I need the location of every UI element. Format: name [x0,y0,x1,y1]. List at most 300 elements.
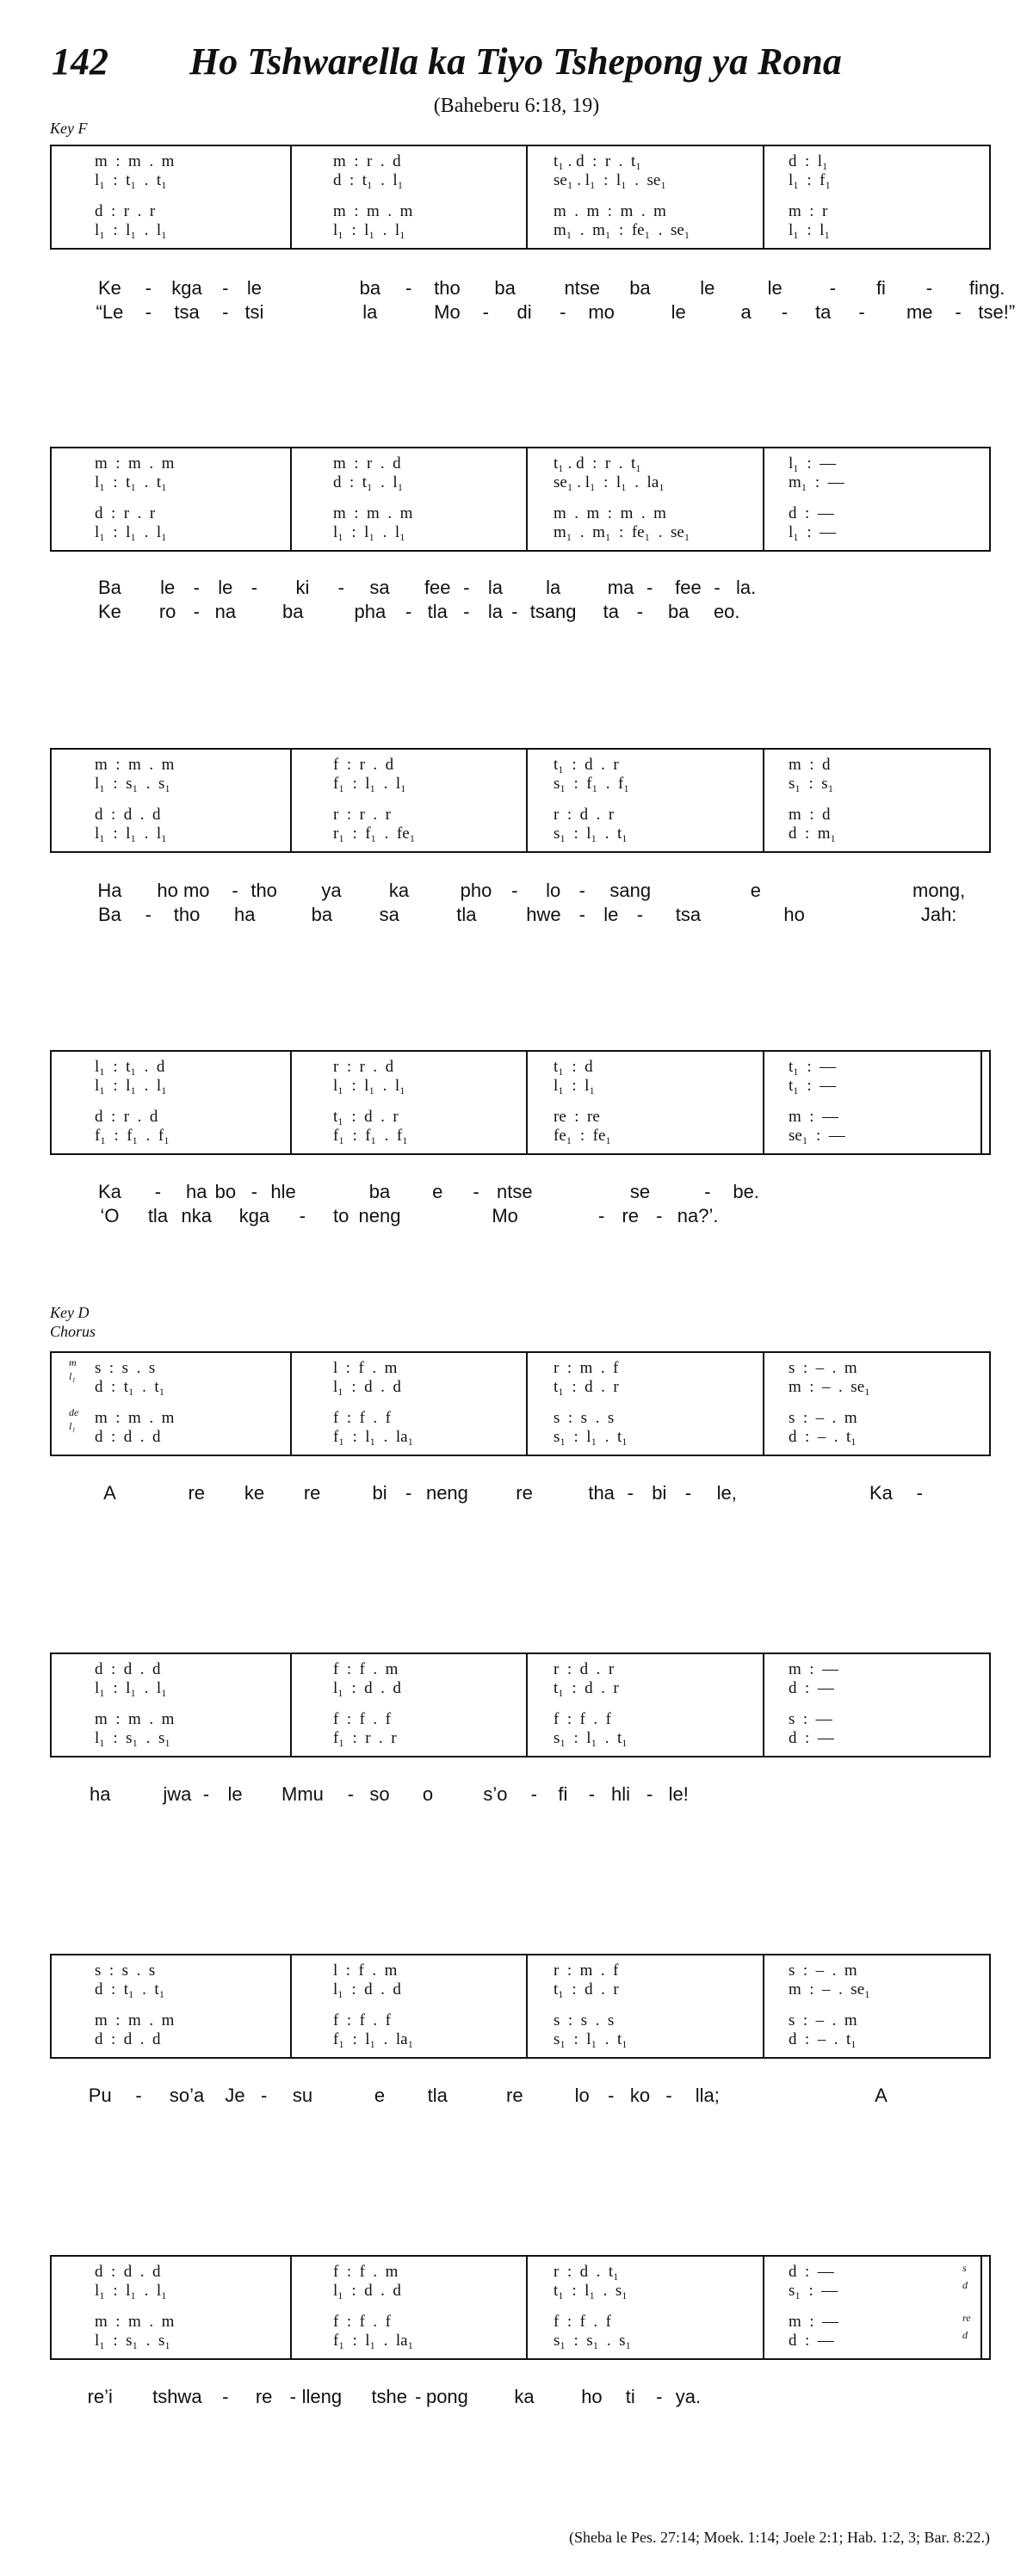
lyric-syllable: ba [359,277,381,299]
measure-notes [554,755,745,775]
lyric-syllable: tla [147,1205,169,1226]
solfa-notes: d : t₁ . l₁ [333,473,404,491]
measure-notes [554,1358,745,1379]
solfa-notes: l₁ : l₁ . l₁ [95,825,167,843]
measure-notes [95,2312,256,2332]
voice-row [52,2262,989,2283]
lyric-syllable: la [487,577,503,598]
measure-notes [95,774,256,794]
measure-notes [789,774,972,794]
measure-notes [95,522,256,543]
lyric-syllable: tse!” [978,301,1016,323]
solfa-notes: s₁ : l₁ . t₁ [554,2030,628,2048]
solfa-notes: m₁ . m₁ : fe₁ . se₁ [554,221,690,239]
lyric-syllable: - [560,301,566,323]
lyric-syllable: tla [427,601,448,622]
lyric-syllable: - [656,2386,663,2407]
measure-notes [554,1107,745,1127]
lyric-syllable: ba [629,277,651,299]
staff-system [50,1652,991,1757]
lyric-syllable: tsa [174,301,200,323]
lyric-syllable: - [646,577,653,598]
measure-notes [789,1126,972,1146]
measure-notes [554,1709,745,1730]
lyric-syllable: ha [89,1783,111,1805]
measure-notes [789,220,972,241]
dacapo-side-label: d [962,2329,968,2341]
solfa-notes: m : m . m [95,2313,175,2331]
lyric-syllable: mo [588,301,615,323]
measure-notes [789,1709,972,1730]
lyric-syllable: - [222,301,229,323]
voice-row [52,1107,989,1127]
solfa-notes: d : t₁ . t₁ [95,1378,165,1396]
measure-notes [789,1427,972,1448]
solfa-notes: l₁ : l₁ . l₁ [95,2282,167,2300]
measure-notes [789,1076,972,1096]
lyric-syllable: - [608,2085,615,2106]
measure-notes [95,1358,256,1379]
voice-row [52,454,989,474]
solfa-notes: m₁ : — [789,473,844,491]
measure-notes [789,1980,972,2000]
measure-notes [554,1126,745,1146]
solfa-notes: m : m . m [95,2011,175,2029]
measure-notes [789,1659,972,1680]
solfa-notes: s₁ : — [789,2282,838,2300]
staff-system [50,2255,991,2360]
measure-notes [554,2029,745,2050]
measure-notes [789,2331,972,2351]
lyric-syllable: nka [181,1205,212,1226]
measure-notes [789,805,972,825]
lyric-syllable: ntse [497,1181,533,1202]
measure-notes [789,2262,972,2283]
lyric-syllable: - [251,577,258,598]
lyric-syllable: ta [815,301,832,323]
measure-notes [789,503,972,524]
staff-system [50,1954,991,2059]
lyric-syllable: - [405,277,412,299]
measure-notes [333,1377,492,1398]
solfa-notes: d : t₁ . t₁ [95,1980,165,1998]
measure-notes [789,1358,972,1379]
measure-notes [789,1961,972,1981]
lyric-syllable: - [588,1783,596,1805]
lyric-syllable: - [578,904,585,925]
measure-notes [789,1728,972,1749]
solfa-notes: d : – . t₁ [789,2030,857,2048]
solfa-notes: r : r . d [333,1058,394,1076]
lyric-syllable: e [374,2085,386,2106]
lyric-syllable: tho [251,880,277,901]
solfa-notes: m : d [789,806,831,824]
measure-notes [333,805,492,825]
measure-notes [789,1408,972,1429]
lyric-syllable: ti [625,2386,635,2407]
measure-notes [554,522,745,543]
lyric-syllable: la [362,301,378,323]
solfa-notes: r : r . r [333,806,392,824]
voice-row [52,2029,989,2050]
solfa-notes: l₁ : l₁ . l₁ [333,221,405,239]
lyric-syllable: - [511,880,518,901]
voice-row [52,1126,989,1146]
lyric-syllable: Ka [97,1181,121,1202]
lyric-syllable: re [516,1482,533,1504]
lyric-syllable: Ba [97,577,121,598]
lyric-syllable: - [704,1181,711,1202]
voice-row [52,201,989,222]
lyric-syllable: pong [425,2386,468,2407]
measure-notes [789,2281,972,2301]
lyric-syllable: tho [173,904,201,925]
solfa-notes: fe₁ : fe₁ [554,1127,612,1145]
lyric-syllable: le [700,277,715,299]
measure-notes [554,1678,745,1699]
solfa-notes: d : r . d [95,1108,158,1126]
lyric-syllable: - [636,904,644,925]
solfa-notes: l₁ : f₁ [789,171,832,189]
solfa-notes: l₁ : — [789,523,837,541]
measure-notes [95,1107,256,1127]
voice-row [52,1728,989,1749]
solfa-notes: r : m . f [554,1359,619,1377]
dacapo-side-label: re [962,2312,971,2324]
lyric-syllable: - [135,2085,142,2106]
hymn-number: 142 [52,40,108,83]
voice-row [52,1709,989,1730]
measure-notes [333,454,492,474]
lyric-syllable: “Le [96,301,124,323]
measure-notes [554,201,745,222]
measure-notes [95,473,256,493]
lyric-syllable: ro [158,601,176,622]
measure-notes [333,170,492,191]
lyric-syllable: sang [609,880,652,901]
lyric-syllable: sa [369,577,390,598]
voice-row [52,1076,989,1096]
lyric-syllable: - [925,277,933,299]
measure-notes [554,2312,745,2332]
solfa-notes: m : m . m [333,504,413,522]
measure-notes [333,1709,492,1730]
lyric-syllable: so [369,1783,390,1805]
staff-system [50,1050,991,1155]
solfa-notes: t₁ : d . r [554,756,619,774]
voice-row [52,522,989,543]
lyric-line [50,577,991,601]
measure-notes [333,1678,492,1699]
solfa-notes: t₁ : — [789,1077,837,1095]
solfa-notes: t₁ : d . r [554,1378,619,1396]
lyric-syllable: na [214,601,237,622]
voice-side-label: l₁ [69,1420,76,1432]
solfa-notes: d : — [789,2332,834,2350]
voice-row [52,1408,989,1429]
measure-notes [789,170,972,191]
lyric-syllable: tla [456,904,477,925]
solfa-notes: d : m₁ [789,825,837,843]
lyric-syllable: - [530,1783,537,1805]
solfa-notes: d : — [789,2263,834,2281]
voice-row [52,2011,989,2031]
solfa-notes: se₁ . l₁ : l₁ . la₁ [554,473,665,491]
measure-notes [554,2011,745,2031]
scripture-reference: (Baheberu 6:18, 19) [433,95,600,117]
solfa-notes: l₁ : l₁ . l₁ [333,1077,405,1095]
measure-notes [95,220,256,241]
staff-system [50,145,991,250]
lyric-syllable: - [473,1181,479,1202]
measure-notes [554,1377,745,1398]
measure-notes [554,2262,745,2283]
solfa-notes: f : f . f [554,2313,612,2331]
solfa-notes: l₁ : s₁ . s₁ [95,1729,170,1747]
lyric-syllable: hle [270,1181,296,1202]
solfa-notes: r : m . f [554,1961,619,1980]
lyric-syllable: tla [427,2085,448,2106]
measure-notes [554,1408,745,1429]
measure-notes [95,824,256,844]
lyric-syllable: kga [238,1205,270,1226]
solfa-notes: l₁ : l₁ . l₁ [95,1679,167,1697]
lyric-syllable: ho [783,904,805,925]
solfa-notes: s : s . s [95,1359,156,1377]
measure-notes [333,1659,492,1680]
lyric-syllable: be. [733,1181,759,1202]
lyric-syllable: - [627,1482,634,1504]
lyric-syllable: ntse [564,277,601,299]
hymn-title: Ho Tshwarella ka Tiyo Tshepong ya Rona [189,40,842,83]
lyric-syllable: - [222,2386,229,2407]
measure-notes [789,2312,972,2332]
staff-system [50,748,991,853]
solfa-notes: l₁ : l₁ . l₁ [95,1077,167,1095]
solfa-notes: r : d . r [554,806,615,824]
measure-notes [95,2262,256,2283]
solfa-notes: m : r [789,202,828,220]
measure-notes [554,2331,745,2351]
measure-notes [333,151,492,172]
measure-notes [333,755,492,775]
lyric-syllable: so’a [169,2085,205,2106]
solfa-notes: l₁ : d . d [333,1378,401,1396]
solfa-notes: f₁ : r . r [333,1729,397,1747]
lyric-syllable: ba [311,904,333,925]
lyric-syllable: re [622,1205,640,1226]
lyric-syllable: lo [546,880,561,901]
solfa-notes: l₁ : t₁ . t₁ [95,171,167,189]
solfa-notes: m : — [789,1108,839,1126]
lyric-syllable: a [740,301,752,323]
solfa-notes: f₁ : l₁ . l₁ [333,775,406,793]
measure-notes [789,755,972,775]
lyric-syllable: bi [372,1482,387,1504]
lyric-syllable: Mo [434,301,461,323]
lyric-syllable: e [432,1181,443,1202]
solfa-notes: l₁ : l₁ [789,221,831,239]
solfa-notes: m . m : m . m [554,504,666,522]
solfa-notes: s₁ : l₁ . t₁ [554,825,628,843]
lyric-syllable: pho [460,880,492,901]
solfa-notes: t₁ . d : r . t₁ [554,152,641,170]
voice-row [52,2331,989,2351]
lyric-syllable: re [188,1482,206,1504]
solfa-notes: d : r . r [95,202,156,220]
lyric-syllable: pha [354,601,387,622]
measure-notes [95,755,256,775]
lyric-syllable: tsi [244,301,264,323]
lyric-syllable: - [145,904,152,925]
measure-notes [333,2312,492,2332]
solfa-notes: d : d . d [95,1428,161,1446]
measure-notes [333,1427,492,1448]
solfa-notes: l₁ : d . d [333,1980,401,1998]
solfa-notes: d : — [789,1729,834,1747]
lyric-syllable: - [656,1205,663,1226]
measure-notes [554,503,745,524]
lyric-syllable: - [665,2085,672,2106]
lyric-line [50,1205,991,1229]
solfa-notes: d : l₁ [789,152,828,170]
solfa-notes: d : — [789,1679,834,1697]
measure-notes [95,1377,256,1398]
measure-notes [333,503,492,524]
voice-side-label: m [69,1356,77,1368]
measure-notes [554,774,745,794]
measure-notes [554,170,745,191]
chorus-label: Chorus [50,1323,96,1340]
key-label-d: Key D [50,1304,90,1321]
solfa-notes: d : – . t₁ [789,1428,857,1446]
solfa-notes: m : — [789,2313,839,2331]
lyric-syllable: le [671,301,686,323]
voice-row [52,2312,989,2332]
measure-notes [789,2011,972,2031]
solfa-notes: s₁ : l₁ . t₁ [554,1428,628,1446]
lyric-syllable: Je [225,2085,245,2106]
lyric-syllable: - [299,1205,306,1226]
measure-notes [95,1427,256,1448]
lyric-syllable: re [255,2386,273,2407]
measure-notes [789,1377,972,1398]
solfa-notes: d : d . d [95,1660,161,1678]
lyric-syllable: ba [281,601,304,622]
lyric-syllable: me [906,301,933,323]
measure-notes [554,1728,745,1749]
measure-notes [333,2011,492,2031]
voice-row [52,1659,989,1680]
lyric-syllable: - [829,277,837,299]
measure-notes [554,1057,745,1078]
lyric-syllable: ha [233,904,256,925]
lyric-syllable: - [251,1181,258,1202]
measure-notes [333,220,492,241]
solfa-notes: f₁ : l₁ . la₁ [333,2030,414,2048]
lyric-syllable: - [636,601,644,622]
measure-notes [95,170,256,191]
lyric-syllable: la. [736,577,757,598]
measure-notes [789,522,972,543]
lyric-syllable: - [597,1205,605,1226]
lyric-syllable: - [337,577,344,598]
measure-notes [95,2029,256,2050]
measure-notes [333,2262,492,2283]
measure-notes [554,1427,745,1448]
lyric-syllable: le, [716,1482,737,1504]
solfa-notes: re : re [554,1108,600,1126]
lyric-syllable: o [422,1783,434,1805]
measure-notes [333,473,492,493]
measure-notes [554,1980,745,2000]
solfa-notes: d : d . d [95,2030,161,2048]
voice-row [52,1057,989,1078]
footer-references: (Sheba le Pes. 27:14; Moek. 1:14; Joele 2:1; Hab. 1:2, 3; Bar. 8:22.) [569,2529,990,2546]
measure-notes [554,824,745,844]
lyric-syllable: re [506,2085,523,2106]
lyric-syllable: mong, [912,880,966,901]
solfa-notes: f₁ : f₁ . f₁ [333,1127,408,1145]
lyric-line [50,301,1016,325]
lyric-syllable: Pu [88,2085,112,2106]
measure-notes [789,201,972,222]
solfa-notes: s : – . m [789,2011,857,2029]
lyric-syllable: la [546,577,561,598]
measure-notes [333,774,492,794]
solfa-notes: d : t₁ . l₁ [333,171,404,189]
lyric-syllable: - [260,2085,268,2106]
lyric-syllable: - [482,301,489,323]
lyric-syllable: tho [434,277,461,299]
solfa-notes: f₁ : f₁ . f₁ [95,1127,170,1145]
voice-row [52,1358,989,1379]
solfa-notes: s₁ : f₁ . f₁ [554,775,629,793]
lyric-syllable: - [955,301,962,323]
solfa-notes: f : r . d [333,756,394,774]
lyric-line [50,1783,991,1807]
lyric-syllable: - [781,301,789,323]
measure-notes [95,2331,256,2351]
solfa-notes: l₁ : s₁ . s₁ [95,775,170,793]
solfa-notes: t₁ . d : r . t₁ [554,454,641,473]
lyric-syllable: Ka [869,1482,893,1504]
lyric-syllable: ka [388,880,410,901]
measure-notes [333,1076,492,1096]
dacapo-side-label: s [962,2262,967,2274]
lyric-syllable: - [646,1783,653,1805]
lyric-syllable: ma [607,577,634,598]
lyric-syllable: tshe [371,2386,408,2407]
measure-notes [789,824,972,844]
lyric-syllable: lo [574,2085,590,2106]
staff-system [50,1351,991,1456]
voice-side-label: l₁ [69,1370,76,1382]
lyric-syllable: ba [494,277,516,299]
measure-notes [554,1961,745,1981]
lyric-syllable: - [684,1482,692,1504]
lyric-syllable: - [193,601,200,622]
solfa-notes: f : f . f [333,1409,392,1427]
solfa-notes: t₁ : d . r [554,1679,619,1697]
solfa-notes: s : — [789,1710,832,1728]
solfa-notes: m : r . d [333,454,401,473]
measure-notes [95,1678,256,1699]
solfa-notes: f : f . f [333,2011,392,2029]
lyric-syllable: fing. [968,277,1005,299]
voice-row [52,220,989,241]
voice-row [52,1980,989,2000]
